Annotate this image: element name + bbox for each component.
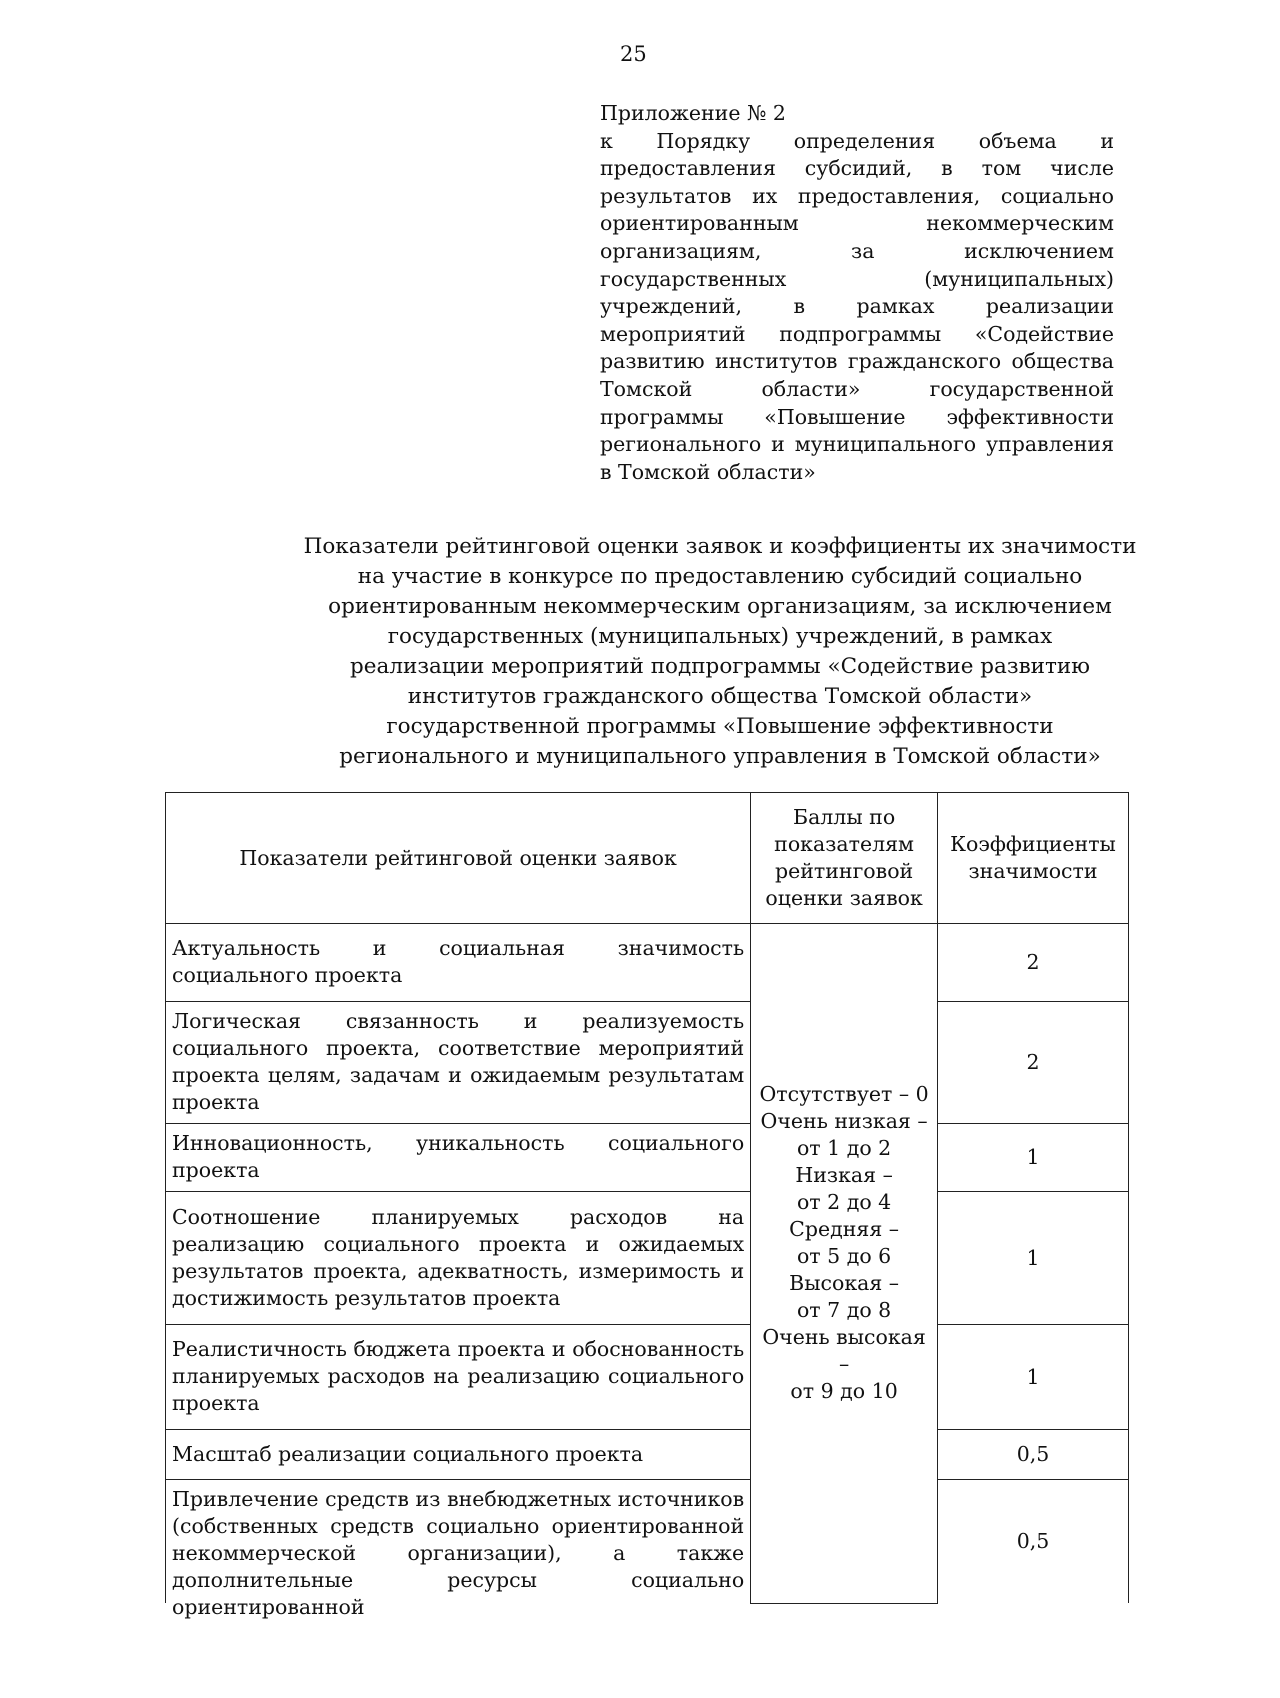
scale-line: Очень низкая – bbox=[760, 1109, 928, 1134]
scale-line: Отсутствует – 0 bbox=[759, 1082, 929, 1107]
table-row bbox=[166, 1002, 1129, 1124]
heading-line: государственных (муниципальных) учреждений, в рамках bbox=[387, 624, 1053, 649]
coefficient-cell: 2 bbox=[938, 924, 1129, 1002]
heading-line: ориентированным некоммерческим организациям, за исключением bbox=[328, 594, 1112, 619]
table-row bbox=[166, 1192, 1129, 1325]
rating-table bbox=[165, 792, 1129, 1619]
table-row bbox=[166, 1124, 1129, 1192]
table-row bbox=[166, 1480, 1129, 1604]
points-scale bbox=[759, 1081, 929, 1405]
document-heading bbox=[160, 532, 1280, 772]
coefficient-cell: 1 bbox=[938, 1325, 1129, 1430]
indicator-cell: Масштаб реализации социального проекта bbox=[166, 1430, 751, 1480]
scale-line: от 1 до 2 bbox=[796, 1136, 892, 1161]
indicator-cell: Логическая связанность и реализуемость социального проекта, соответствие мероприятий проекта целям, задачам и ожидаемым результатам проекта bbox=[166, 1002, 751, 1124]
coefficient-cell: 1 bbox=[938, 1124, 1129, 1192]
coefficient-cell: 2 bbox=[938, 1002, 1129, 1124]
coefficient-cell: 1 bbox=[938, 1192, 1129, 1325]
table-row bbox=[166, 1430, 1129, 1480]
scale-line: Высокая – bbox=[789, 1271, 900, 1296]
scale-line: Низкая – bbox=[795, 1163, 893, 1188]
indicator-text-clipped: Привлечение средств из внебюджетных источников (собственных средств социально ориентированной некоммерческой организации), а также дополнительные ресурсы социально ориентированной bbox=[172, 1487, 745, 1619]
heading-line: на участие в конкурсе по предоставлению субсидий социально bbox=[357, 564, 1083, 589]
header-points: Баллы по показателям рейтинговой оценки заявок bbox=[751, 793, 938, 924]
points-scale-cell bbox=[751, 924, 938, 1604]
table-row bbox=[166, 1325, 1129, 1430]
scale-line: Очень высокая – bbox=[762, 1325, 926, 1377]
table-row bbox=[166, 924, 1129, 1002]
scale-line: Средняя – bbox=[789, 1217, 900, 1242]
coefficient-cell: 0,5 bbox=[938, 1430, 1129, 1480]
appendix-block bbox=[600, 100, 1114, 486]
table-header-row bbox=[166, 793, 1129, 924]
indicator-cell: Инновационность, уникальность социального проекта bbox=[166, 1124, 751, 1192]
heading-line: государственной программы «Повышение эффективности bbox=[386, 714, 1054, 739]
scale-line: от 9 до 10 bbox=[790, 1379, 898, 1404]
heading-line: регионального и муниципального управления в Томской области» bbox=[339, 744, 1101, 769]
heading-line: Показатели рейтинговой оценки заявок и коэффициенты их значимости bbox=[303, 534, 1137, 559]
scale-line: от 2 до 4 bbox=[796, 1190, 892, 1215]
indicator-cell bbox=[166, 1480, 751, 1619]
heading-line: институтов гражданского общества Томской области» bbox=[407, 684, 1033, 709]
header-coefficients: Коэффициенты значимости bbox=[938, 793, 1129, 924]
indicator-cell: Соотношение планируемых расходов на реализацию социального проекта и ожидаемых результатов проекта, адекватность, измеримость и достижимость результатов проекта bbox=[166, 1192, 751, 1325]
coefficient-cell: 0,5 bbox=[938, 1480, 1129, 1604]
scale-line: от 7 до 8 bbox=[796, 1298, 892, 1323]
header-indicators: Показатели рейтинговой оценки заявок bbox=[166, 793, 751, 924]
indicator-cell: Реалистичность бюджета проекта и обоснованность планируемых расходов на реализацию социального проекта bbox=[166, 1325, 751, 1430]
heading-line: реализации мероприятий подпрограммы «Содействие развитию bbox=[350, 654, 1090, 679]
indicator-cell: Актуальность и социальная значимость социального проекта bbox=[166, 924, 751, 1002]
page-number: 25 bbox=[620, 42, 647, 66]
appendix-body: к Порядку определения объема и предоставления субсидий, в том числе результатов их предоставления, социально ориентированным некоммерческим организациям, за исключением государственных (муниципальных) учреждений, в рамках реализации мероприятий подпрограммы «Содействие развитию институтов гражданского общества Томской области» государственной программы «Повышение эффективности регионального и муниципального управления в Томской области» bbox=[600, 128, 1114, 484]
scale-line: от 5 до 6 bbox=[796, 1244, 892, 1269]
appendix-title: Приложение № 2 bbox=[600, 101, 786, 125]
